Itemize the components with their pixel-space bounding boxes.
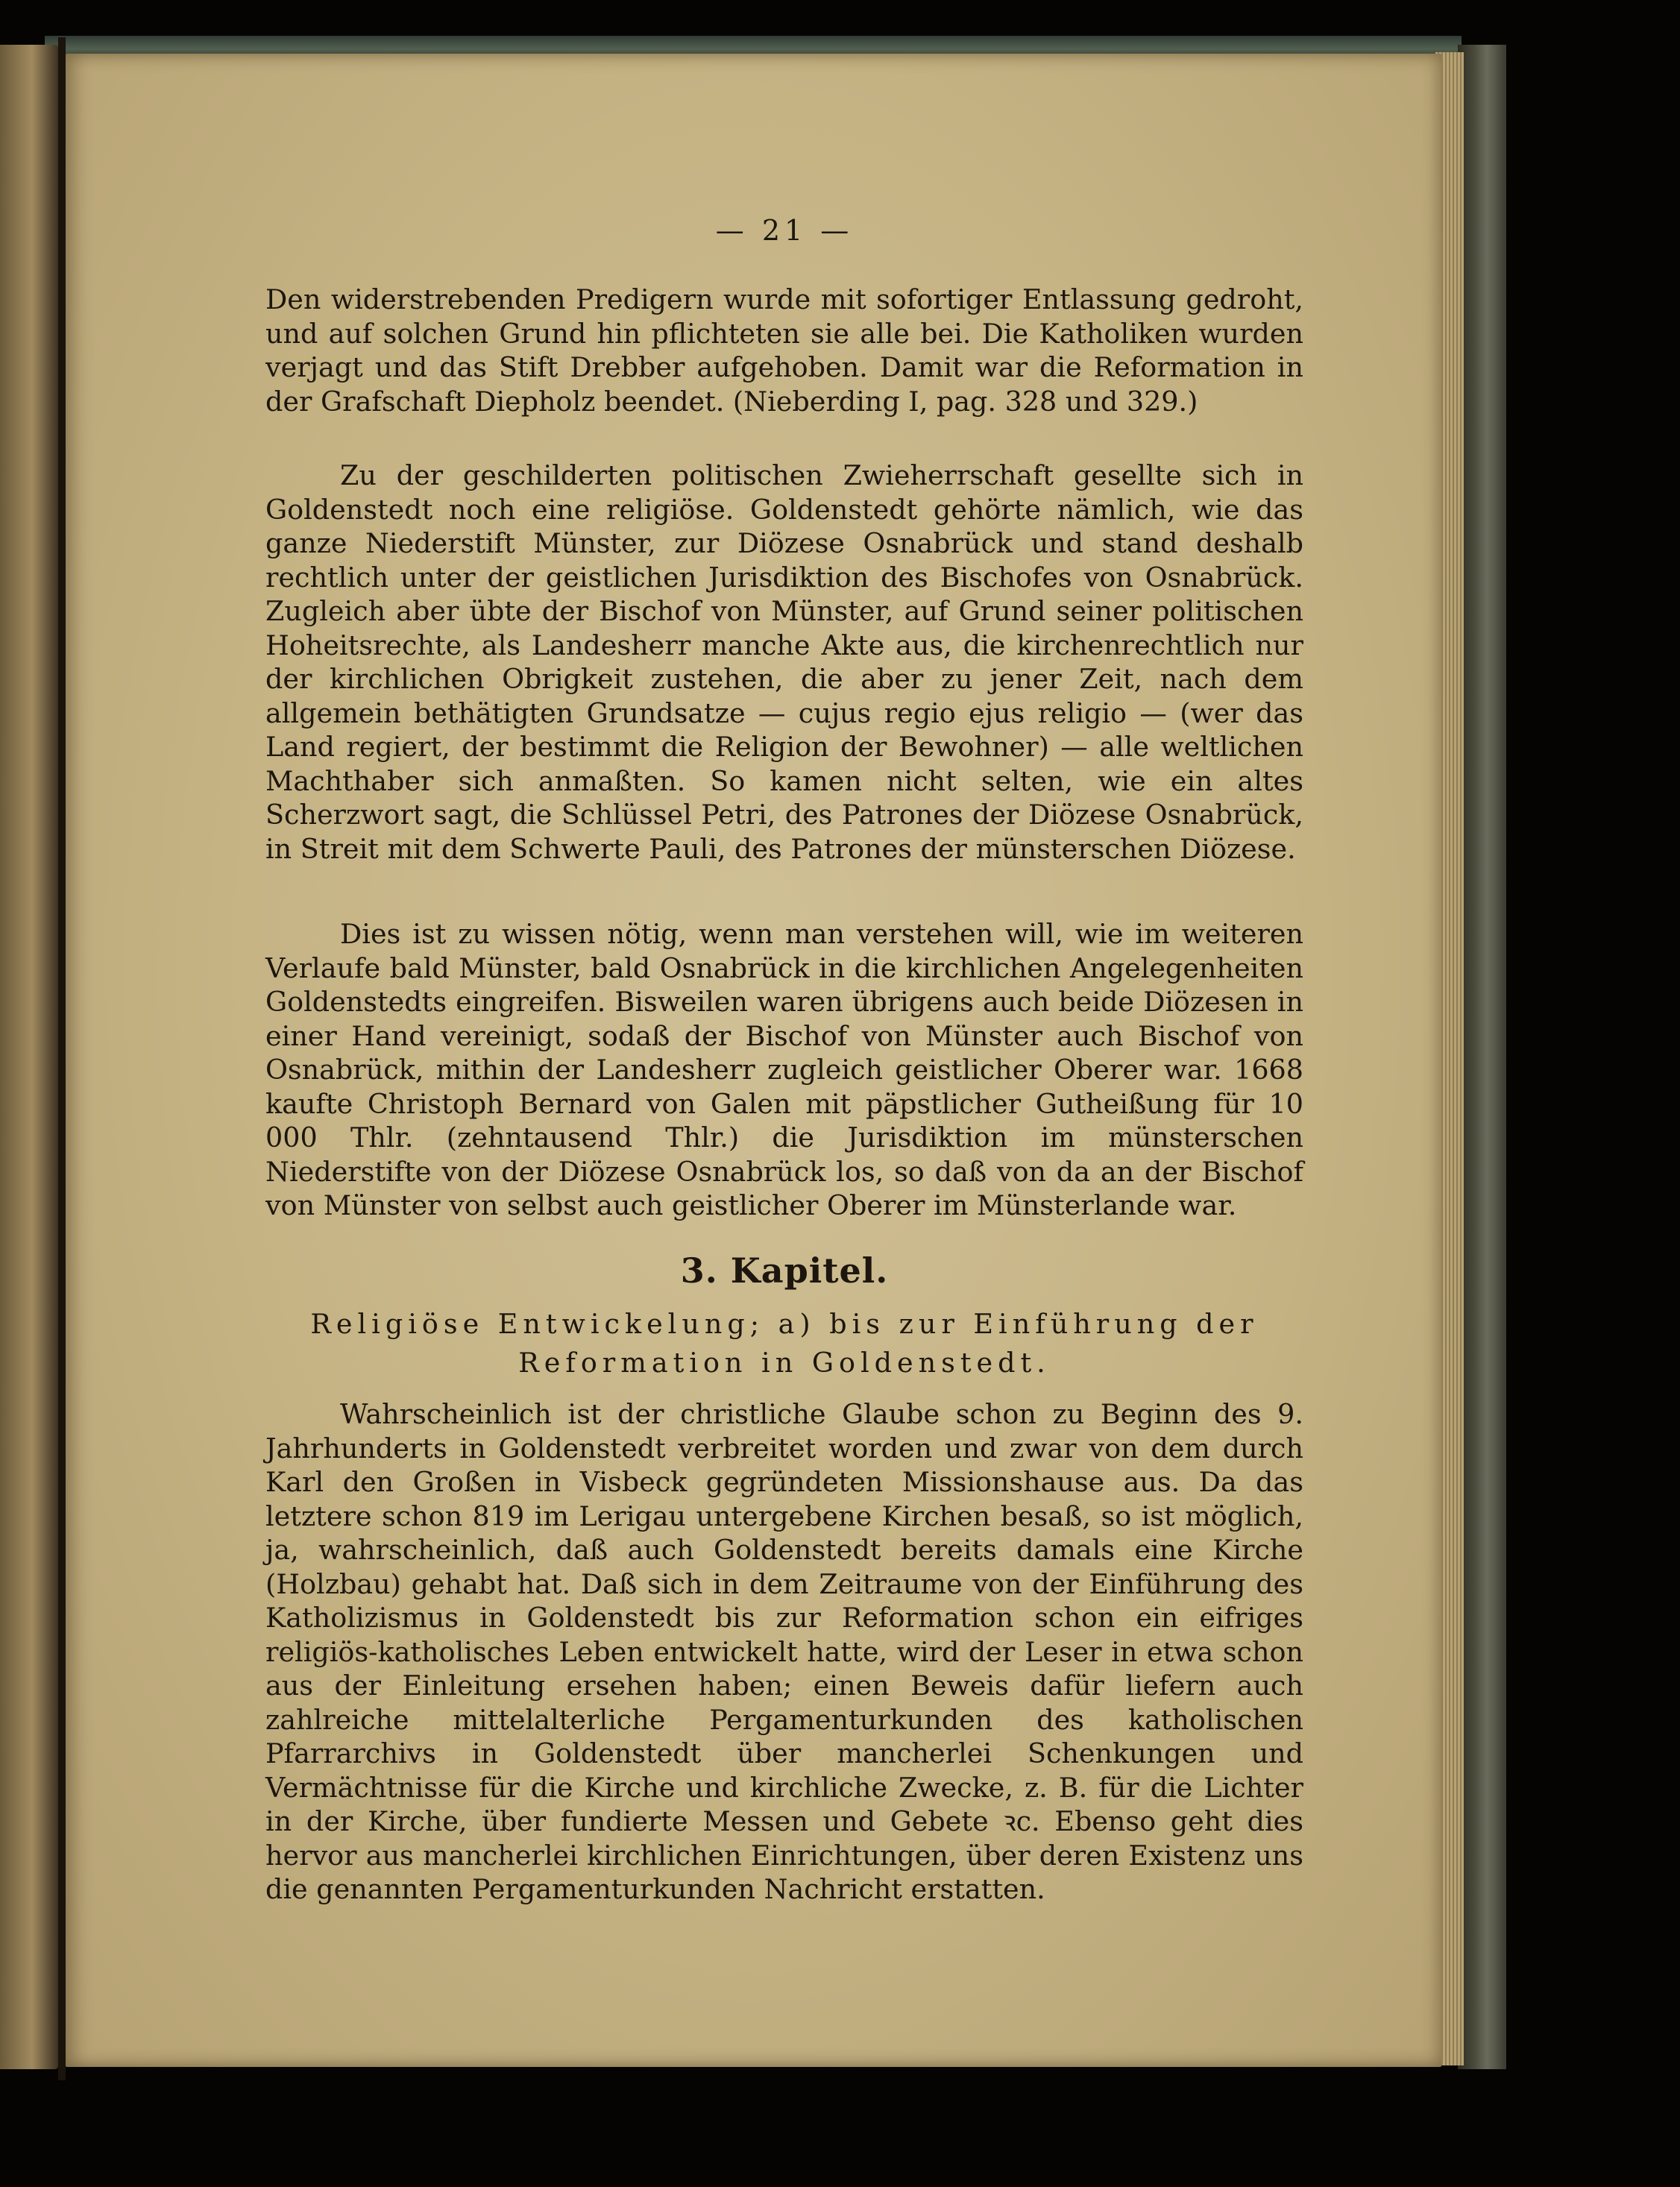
chapter-subtitle-line-1: Religiöse Entwickelung; a) bis zur Einführung der — [310, 1308, 1259, 1340]
paragraph-religious-dual-rule: Zu der geschilderten politischen Zwieherrschaft gesellte sich in Goldenstedt noch eine religiöse. Goldenstedt gehörte nämlich, wie das ganze Niederstift Münster, zur Diözese Osnabrück und stand deshalb rechtlich unter der geistlichen Jurisdiktion des Bischofes von Osnabrück. Zugleich aber übte der Bischof von Münster, auf Grund seiner politischen Hoheitsrechte, als Landesherr manche Akte aus, die kirchenrechtlich nur der kirchlichen Obrigkeit zustehen, die aber zu jener Zeit, nach dem allgemein bethätigten Grundsatze — cujus regio ejus religio — (wer das Land regiert, der bestimmt die Religion der Bewohner) — alle weltlichen Machthaber sich anmaßten. So kamen nicht selten, wie ein altes Scherzwort sagt, die Schlüssel Petri, des Patrones der Diözese Osnabrück, in Streit mit dem Schwerte Pauli, des Patrones der münsterschen Diözese. — [265, 459, 1303, 865]
chapter-subtitle — [265, 1305, 1303, 1382]
chapter-heading: 3. Kapitel. — [680, 1250, 889, 1291]
paragraph-diocese-jurisdiction: Dies ist zu wissen nötig, wenn man verstehen will, wie im weiteren Verlaufe bald Münster, bald Osnabrück in die kirchlichen Angelegenheiten Goldenstedts eingreifen. Bisweilen waren übrigens auch beide Diözesen in einer Hand vereinigt, sodaß der Bischof von Münster auch Bischof von Osnabrück, mithin der Landesherr zugleich geistlicher Oberer war. 1668 kaufte Christoph Bernard von Galen mit päpstlicher Gutheißung für 10 000 Thlr. (zehntausend Thlr.) die Jurisdiktion im münsterschen Niederstifte von der Diözese Osnabrück los, so daß von da an der Bischof von Münster von selbst auch geistlicher Oberer im Münsterlande war. — [265, 918, 1303, 1221]
cover-board-edge — [1458, 45, 1506, 2069]
book-page — [66, 54, 1441, 2067]
paragraph-reformation-end: Den widerstrebenden Predigern wurde mit sofortiger Entlassung gedroht, und auf solchen Grund hin pflichteten sie alle bei. Die Katholiken wurden verjagt und das Stift Drebber aufgehoben. Damit war die Reformation in der Grafschaft Diepholz beendet. (Nieberding I, pag. 328 und 329.) — [265, 283, 1303, 418]
facing-page-edge — [0, 45, 58, 2069]
chapter-subtitle-line-2: Reformation in Goldenstedt. — [518, 1347, 1051, 1379]
paragraph-christian-faith-origin: Wahrscheinlich ist der christliche Glaube schon zu Beginn des 9. Jahrhunderts in Goldenstedt verbreitet worden und zwar von dem durch Karl den Großen in Visbeck gegründeten Missionshause aus. Da das letztere schon 819 im Lerigau untergebene Kirchen besaß, so ist möglich, ja, wahrscheinlich, daß auch Goldenstedt bereits damals eine Kirche (Holzbau) gehabt hat. Daß sich in dem Zeitraume von der Einführung des Katholizismus in Goldenstedt bis zur Reformation schon ein eifriges religiös-katholisches Leben entwickelt hatte, wird der Leser in etwa schon aus der Einleitung ersehen haben; einen Beweis dafür liefern auch zahlreiche mittelalterliche Pergamenturkunden des katholischen Pfarrarchivs in Goldenstedt über mancherlei Schenkungen und Vermächtnisse für die Kirche und kirchliche Zwecke, z. B. für die Lichter in der Kirche, über fundierte Messen und Gebete ꝛc. Ebenso geht dies hervor aus mancherlei kirchlichen Einrichtungen, über deren Existenz uns die genannten Pergamenturkunden Nachricht erstatten. — [265, 1398, 1303, 1905]
book-gutter — [58, 37, 66, 2080]
page-number: — 21 — — [715, 214, 854, 247]
